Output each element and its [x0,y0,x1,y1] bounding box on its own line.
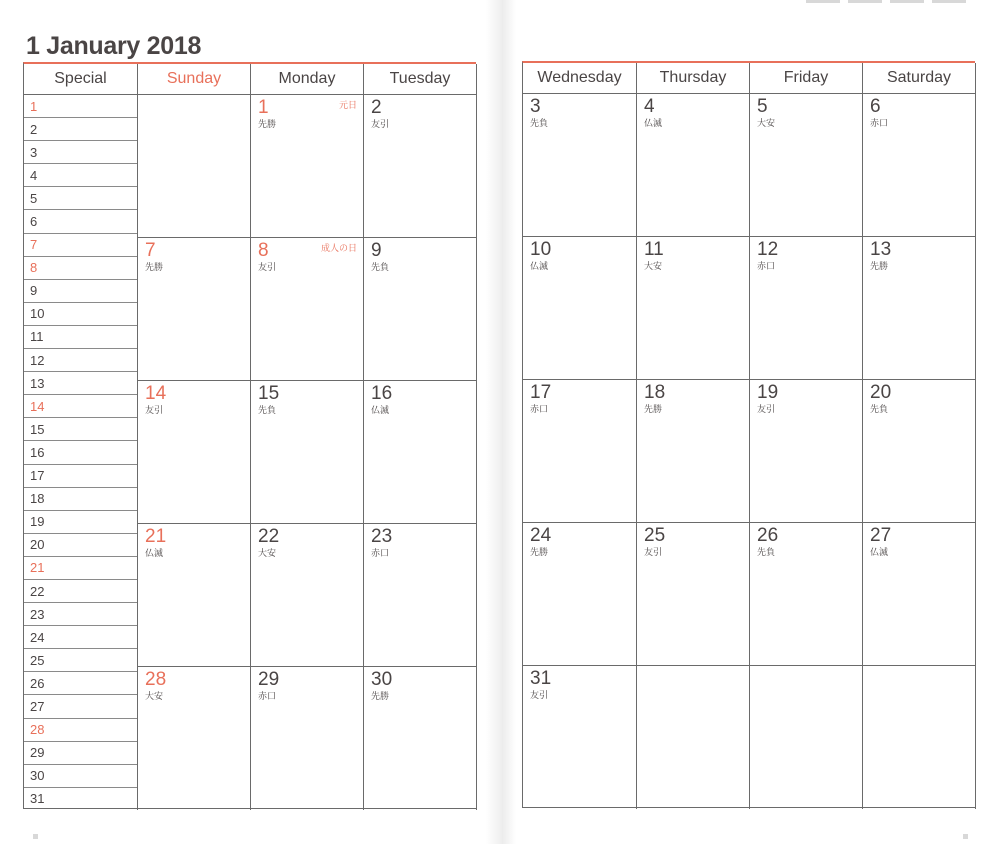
special-row[interactable]: 15 [24,418,137,441]
day-number: 20 [870,382,892,403]
day-cell[interactable] [750,237,863,380]
special-row[interactable]: 18 [24,488,137,511]
day-number: 19 [757,382,779,403]
column-header-friday: Friday [750,63,863,94]
day-cell[interactable] [251,238,364,381]
day-cell[interactable] [863,94,976,237]
day-cell[interactable] [523,94,637,237]
special-row[interactable]: 17 [24,465,137,488]
page-corner-mark [33,834,38,839]
special-row[interactable]: 27 [24,695,137,718]
rokuyo-label: 仏滅 [644,119,663,129]
day-number: 25 [644,525,666,546]
column-header-wednesday: Wednesday [523,63,637,94]
day-cell[interactable] [251,524,364,667]
day-cell[interactable] [251,667,364,810]
special-row[interactable]: 24 [24,626,137,649]
day-number: 23 [371,526,393,547]
special-row[interactable]: 25 [24,649,137,672]
calendar-right-page [522,61,975,808]
rokuyo-label: 赤口 [530,405,549,415]
rokuyo-label: 友引 [757,405,776,415]
column-header-tuesday: Tuesday [364,64,477,95]
special-row[interactable]: 1 [24,95,137,118]
rokuyo-label: 仏滅 [530,262,549,272]
holiday-label: 元日 [338,101,357,111]
special-row[interactable]: 20 [24,534,137,557]
rokuyo-label: 先勝 [145,263,164,273]
day-number: 9 [371,240,382,261]
special-row[interactable]: 28 [24,719,137,742]
special-row[interactable]: 31 [30,791,45,807]
page-corner-mark [963,834,968,839]
special-row[interactable]: 10 [24,303,137,326]
special-row[interactable]: 29 [24,742,137,765]
day-number: 2 [371,97,382,118]
special-row[interactable]: 5 [24,187,137,210]
day-cell[interactable] [138,524,251,667]
day-cell[interactable] [523,523,637,666]
empty-day-cell [138,95,251,238]
day-cell[interactable] [750,523,863,666]
rokuyo-label: 仏滅 [371,406,390,416]
special-row[interactable]: 9 [24,280,137,303]
page-edge-mark [806,0,970,3]
day-cell[interactable] [863,237,976,380]
day-cell[interactable] [364,238,477,381]
column-header-monday: Monday [251,64,364,95]
special-row[interactable]: 12 [24,349,137,372]
special-row[interactable]: 14 [24,395,137,418]
special-row[interactable]: 19 [24,511,137,534]
rokuyo-label: 先勝 [258,120,277,130]
special-row[interactable]: 16 [24,441,137,464]
holiday-label: 成人の日 [320,244,357,254]
special-row[interactable]: 8 [24,257,137,280]
special-row[interactable]: 22 [24,580,137,603]
day-number: 3 [530,96,541,117]
calendar-left-page [23,62,476,809]
rokuyo-label: 友引 [258,263,277,273]
day-number: 5 [757,96,768,117]
day-cell[interactable] [863,380,976,523]
column-header-special: Special [24,64,138,95]
day-number: 6 [870,96,881,117]
rokuyo-label: 大安 [644,262,663,272]
special-row[interactable]: 2 [24,118,137,141]
special-row[interactable]: 13 [24,372,137,395]
day-cell[interactable] [523,380,637,523]
rokuyo-label: 赤口 [258,692,277,702]
special-row[interactable]: 4 [24,164,137,187]
rokuyo-label: 先負 [530,119,549,129]
empty-day-cell [637,666,750,809]
day-number: 12 [757,239,779,260]
rokuyo-label: 仏滅 [145,549,164,559]
day-number: 31 [530,668,552,689]
day-number: 27 [870,525,892,546]
special-row[interactable]: 11 [24,326,137,349]
day-number: 11 [644,239,664,260]
rokuyo-label: 先負 [870,405,889,415]
day-number: 4 [644,96,655,117]
day-cell[interactable] [637,94,750,237]
day-number: 10 [530,239,552,260]
rokuyo-label: 先勝 [530,548,549,558]
day-cell[interactable] [523,666,637,809]
day-cell[interactable] [637,380,750,523]
special-row[interactable]: 7 [24,234,137,257]
day-cell[interactable] [364,95,477,238]
rokuyo-label: 大安 [258,549,277,559]
special-row[interactable]: 23 [24,603,137,626]
day-cell[interactable] [750,94,863,237]
day-number: 16 [371,383,393,404]
special-row[interactable]: 3 [24,141,137,164]
day-number: 30 [371,669,393,690]
page-gutter [486,0,516,844]
day-number: 8 [258,240,269,261]
day-cell[interactable] [251,95,364,238]
day-number: 22 [258,526,280,547]
day-number: 14 [145,383,167,404]
day-number: 7 [145,240,156,261]
rokuyo-label: 赤口 [870,119,889,129]
day-cell[interactable] [364,524,477,667]
day-cell[interactable] [523,237,637,380]
rokuyo-label: 先負 [258,406,277,416]
day-number: 13 [870,239,892,260]
rokuyo-label: 友引 [644,548,663,558]
rokuyo-label: 先負 [371,263,390,273]
rokuyo-label: 先負 [757,548,776,558]
day-cell[interactable] [138,381,251,524]
day-number: 15 [258,383,280,404]
special-row[interactable]: 26 [24,672,137,695]
rokuyo-label: 赤口 [757,262,776,272]
rokuyo-label: 友引 [145,406,164,416]
special-row[interactable]: 6 [24,210,137,233]
day-number: 18 [644,382,666,403]
rokuyo-label: 先勝 [870,262,889,272]
special-day-list [24,95,138,810]
rokuyo-label: 仏滅 [870,548,889,558]
page-title: 1 January 2018 [26,32,202,60]
rokuyo-label: 大安 [757,119,776,129]
rokuyo-label: 先勝 [371,692,390,702]
rokuyo-label: 大安 [145,692,164,702]
empty-day-cell [750,666,863,809]
day-cell[interactable] [637,237,750,380]
day-number: 1 [258,97,269,118]
day-cell[interactable] [364,667,477,810]
day-cell[interactable] [637,523,750,666]
day-number: 24 [530,525,552,546]
column-header-sunday: Sunday [138,64,251,95]
special-row[interactable]: 21 [24,557,137,580]
day-number: 26 [757,525,779,546]
rokuyo-label: 先勝 [644,405,663,415]
rokuyo-label: 赤口 [371,549,390,559]
day-cell[interactable] [138,238,251,381]
column-header-saturday: Saturday [863,63,976,94]
day-number: 29 [258,669,280,690]
day-cell[interactable] [138,667,251,810]
rokuyo-label: 友引 [371,120,390,130]
empty-day-cell [863,666,976,809]
day-cell[interactable] [863,523,976,666]
rokuyo-label: 友引 [530,691,549,701]
day-number: 21 [145,526,167,547]
special-row[interactable]: 30 [24,765,137,788]
day-number: 17 [530,382,552,403]
day-cell[interactable] [750,380,863,523]
day-cell[interactable] [364,381,477,524]
day-number: 28 [145,669,167,690]
column-header-thursday: Thursday [637,63,750,94]
day-cell[interactable] [251,381,364,524]
